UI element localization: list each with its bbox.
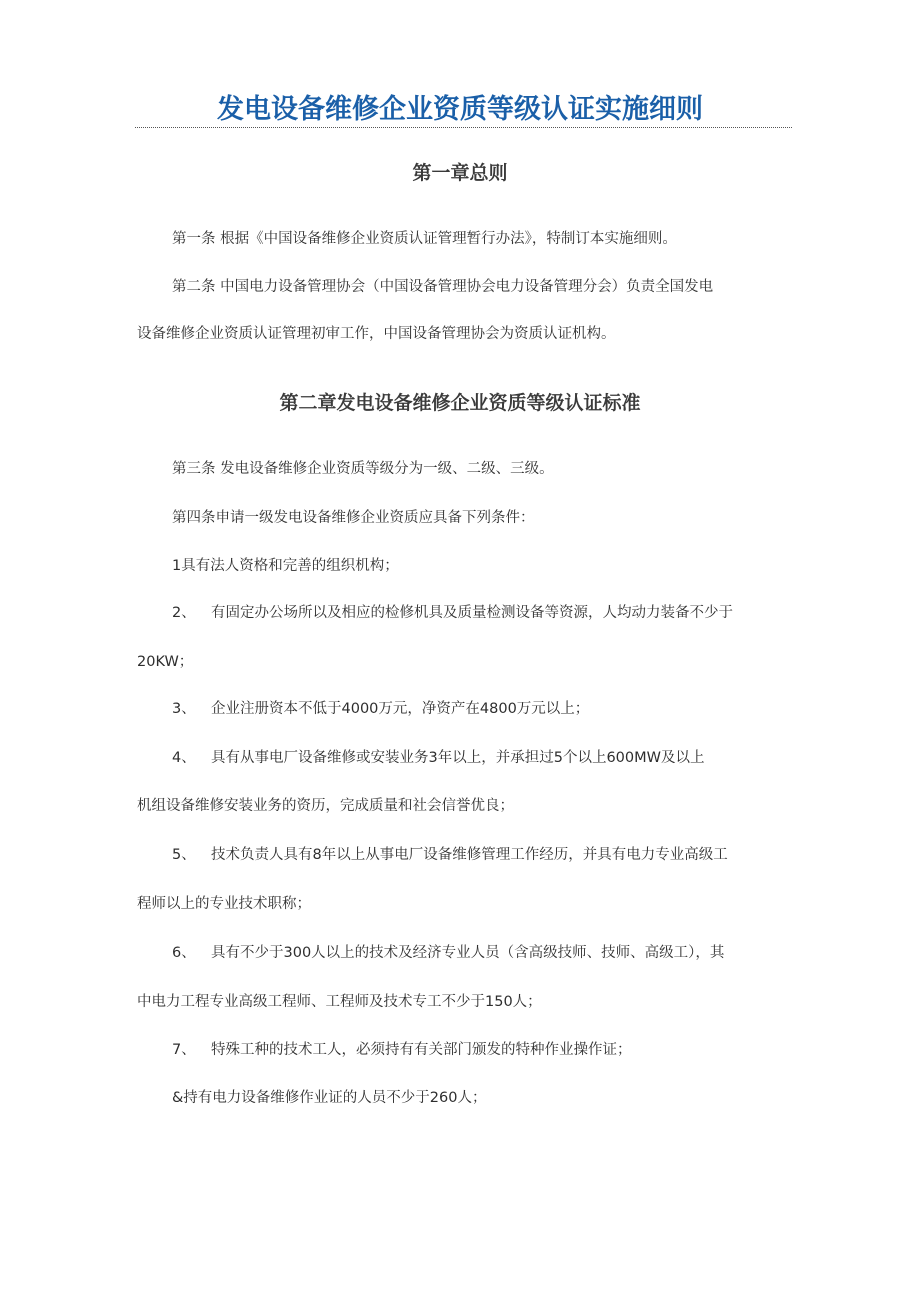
item-1: 1具有法人资格和完善的组织机构； — [172, 558, 399, 574]
item-5-line-1: 技术负责人具有8年以上从事电厂设备维修管理工作经历，并具有电力专业高级工 — [211, 847, 728, 863]
chapter-1-heading: 第一章总则 — [412, 162, 508, 184]
item-7-number: 7、 — [172, 1042, 196, 1058]
item-5-line-2: 程师以上的专业技术职称； — [137, 896, 311, 912]
chapter-2-heading: 第二章发电设备维修企业资质等级认证标准 — [279, 392, 641, 414]
item-4-line-1: 具有从事电厂设备维修或安装业务3年以上，并承担过5个以上600MW及以上 — [211, 750, 705, 766]
item-4-line-2: 机组设备维修安装业务的资历，完成质量和社会信誉优良； — [137, 798, 514, 814]
article-2-line-1: 第二条 中国电力设备管理协会（中国设备管理协会电力设备管理分会）负责全国发电 — [172, 279, 714, 295]
article-2-line-2: 设备维修企业资质认证管理初审工作，中国设备管理协会为资质认证机构。 — [137, 326, 616, 342]
article-3: 第三条 发电设备维修企业资质等级分为一级、二级、三级。 — [172, 461, 554, 477]
item-6-number: 6、 — [172, 945, 196, 961]
item-2-line-2: 20KW； — [137, 654, 194, 670]
item-2-number: 2、 — [172, 605, 196, 621]
item-7-line-1: 特殊工种的技术工人，必须持有有关部门颁发的特种作业操作证； — [211, 1042, 632, 1058]
article-4: 第四条申请一级发电设备维修企业资质应具备下列条件： — [172, 510, 535, 526]
item-6-line-2: 中电力工程专业高级工程师、工程师及技术专工不少于150人； — [137, 994, 542, 1010]
item-6-line-1: 具有不少于300人以上的技术及经济专业人员（含高级技师、技师、高级工），其 — [211, 945, 725, 961]
title-divider — [135, 127, 792, 128]
item-4-number: 4、 — [172, 750, 196, 766]
item-8: &持有电力设备维修作业证的人员不少于260人； — [172, 1090, 487, 1106]
document-title: 发电设备维修企业资质等级认证实施细则 — [217, 94, 703, 125]
item-3-line-1: 企业注册资本不低于4000万元，净资产在4800万元以上； — [211, 701, 590, 717]
item-2-line-1: 有固定办公场所以及相应的检修机具及质量检测设备等资源，人均动力装备不少于 — [211, 605, 733, 621]
item-3-number: 3、 — [172, 701, 196, 717]
article-1: 第一条 根据《中国设备维修企业资质认证管理暂行办法》，特制订本实施细则。 — [172, 231, 677, 247]
item-5-number: 5、 — [172, 847, 196, 863]
